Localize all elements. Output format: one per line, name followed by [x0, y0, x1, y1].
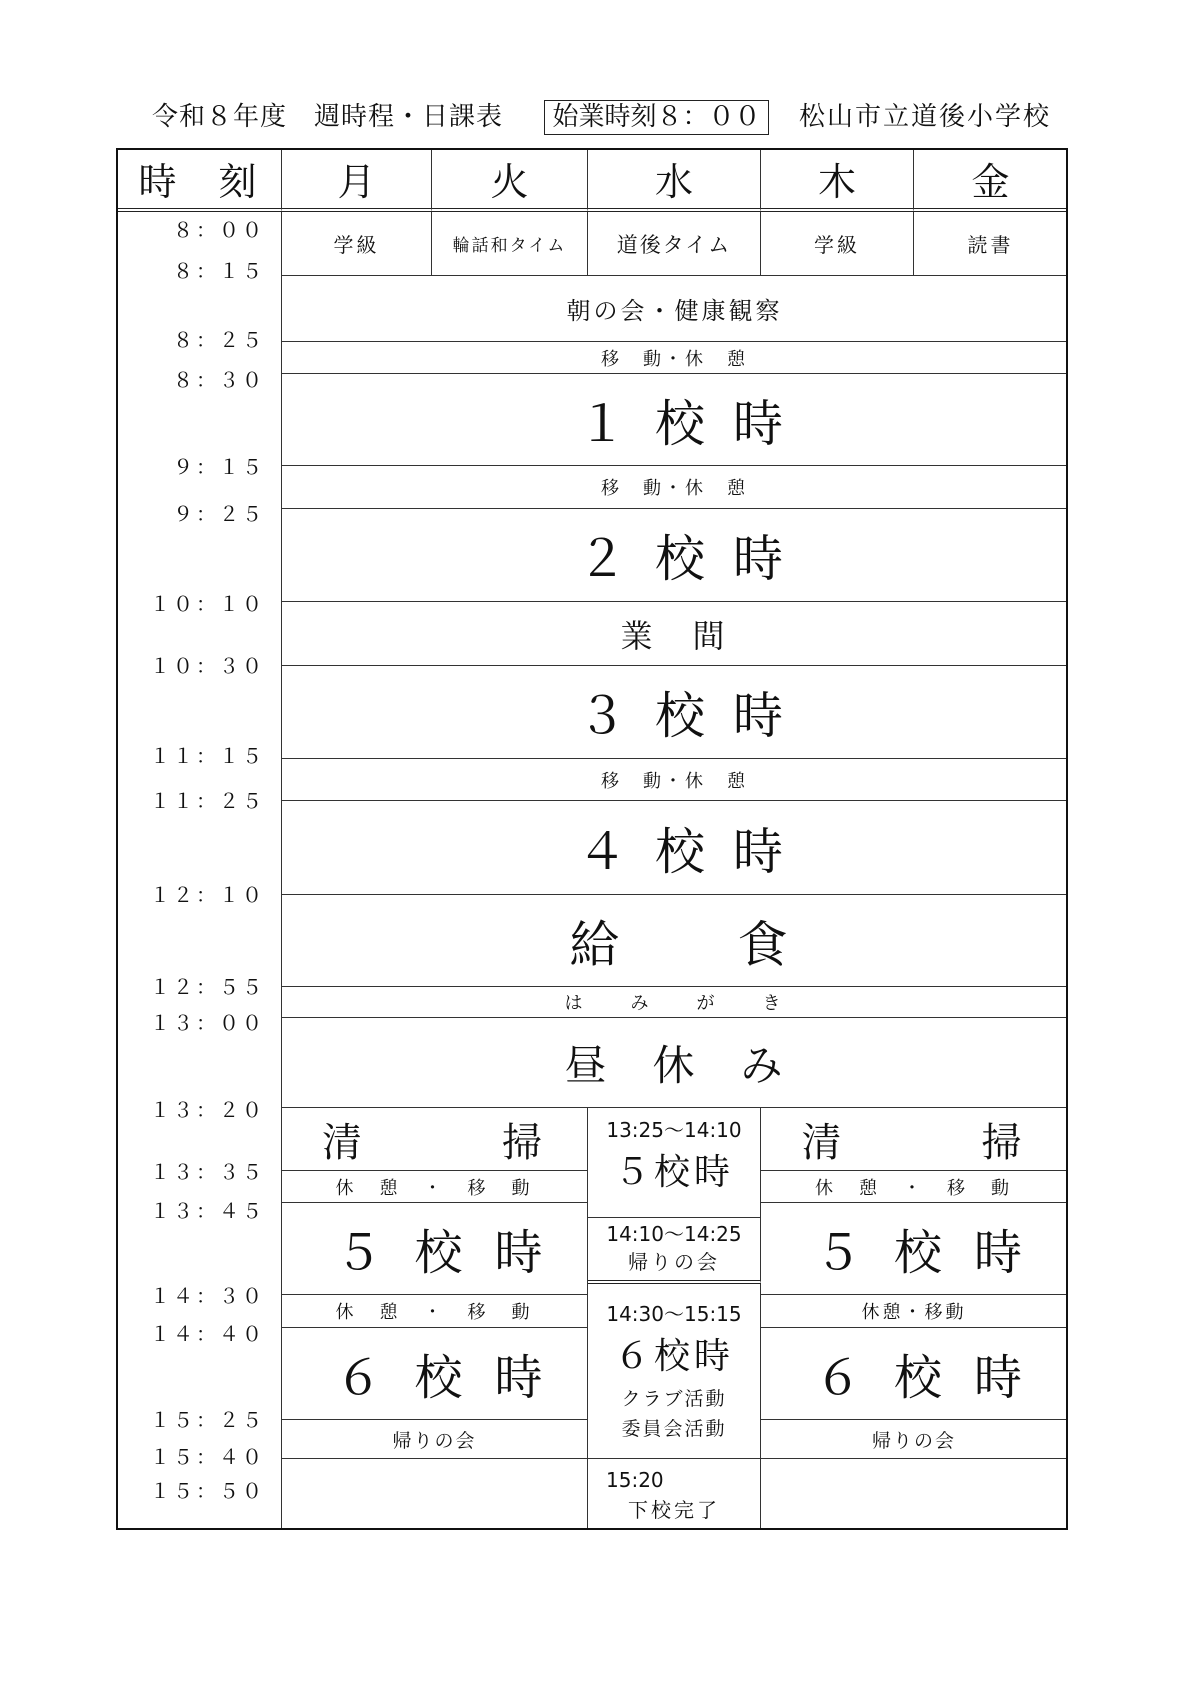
time-label: １２：１０: [150, 883, 265, 907]
time-label: ８：２５: [173, 328, 265, 352]
time-label: １３：３５: [150, 1160, 265, 1184]
morning-activity-friday: 読書: [914, 212, 1068, 276]
mon-tue-homeroom: 帰りの会: [282, 1420, 588, 1459]
wed-period-6: [588, 1284, 761, 1459]
time-label: １３：００: [150, 1011, 265, 1035]
wed-homeroom-time: 14:10〜14:25: [606, 1222, 742, 1246]
time-label: １０：１０: [150, 592, 265, 616]
thu-fri-cleaning: 清 掃: [761, 1108, 1068, 1171]
time-label: １５：４０: [150, 1445, 265, 1469]
wed-period-5-label: ５校時: [613, 1152, 734, 1193]
wed-period-5: [588, 1108, 761, 1218]
wed-dismissal-time: 15:20: [606, 1468, 664, 1492]
wed-period-6-time: 14:30〜15:15: [606, 1302, 742, 1326]
wed-homeroom: [588, 1218, 761, 1284]
weekly-schedule-table: [116, 148, 1068, 1530]
wed-committee-activity: 委員会活動: [621, 1418, 727, 1440]
row-move-break: 移 動・休 憩: [282, 759, 1068, 801]
mon-tue-break: 休 憩 ・ 移 動: [282, 1171, 588, 1203]
time-label: ８：００: [173, 218, 265, 242]
row-period-2: ２ 校 時: [282, 509, 1068, 602]
wed-dismissal-label: 下校完了: [628, 1498, 720, 1522]
time-label: １４：４０: [150, 1322, 265, 1346]
day-header-friday: 金: [914, 148, 1068, 212]
thu-fri-break: 休 憩 ・ 移 動: [761, 1171, 1068, 1203]
row-period-4: ４ 校 時: [282, 801, 1068, 895]
time-label: １３：２０: [150, 1098, 265, 1122]
time-label: １４：３０: [150, 1284, 265, 1308]
wed-period-6-label: ６校時: [613, 1336, 734, 1377]
row-morning-assembly: 朝の会・健康観察: [282, 276, 1068, 342]
day-header-wednesday: 水: [588, 148, 761, 212]
day-header-thursday: 木: [761, 148, 914, 212]
time-column-header-label: 時 刻: [138, 159, 259, 204]
time-label: ８：３０: [173, 368, 265, 392]
thu-fri-period-6: ６ 校 時: [761, 1328, 1068, 1420]
wed-dismissal: [588, 1459, 761, 1530]
row-move-break: 移 動・休 憩: [282, 466, 1068, 509]
row-lunch: 給 食: [282, 895, 1068, 987]
mon-tue-cleaning: 清 掃: [282, 1108, 588, 1171]
row-period-3: ３ 校 時: [282, 666, 1068, 759]
time-label: ８：１５: [173, 259, 265, 283]
row-recess: 業 間: [282, 602, 1068, 666]
mon-tue-empty-cell: [282, 1459, 588, 1530]
mon-tue-break: 休 憩 ・ 移 動: [282, 1295, 588, 1328]
thu-fri-empty-cell: [761, 1459, 1068, 1530]
time-column: [116, 212, 282, 1530]
morning-activity-thursday: 学級: [761, 212, 914, 276]
mon-tue-period-5: ５ 校 時: [282, 1203, 588, 1295]
row-noon-break: 昼 休 み: [282, 1018, 1068, 1108]
time-label: １２：５５: [150, 975, 265, 999]
wed-homeroom-label: 帰りの会: [628, 1250, 720, 1274]
time-column-header: [116, 148, 282, 212]
start-time-box: 始業時刻８：００: [544, 100, 769, 135]
time-label: １１：１５: [150, 744, 265, 768]
day-header-tuesday: 火: [432, 148, 588, 212]
time-label: ９：２５: [173, 502, 265, 526]
wed-club-activity: クラブ活動: [621, 1388, 727, 1410]
wed-period-5-time: 13:25〜14:10: [606, 1118, 742, 1142]
time-label: １３：４５: [150, 1199, 265, 1223]
thu-fri-period-5: ５ 校 時: [761, 1203, 1068, 1295]
row-move-break: 移 動・休 憩: [282, 342, 1068, 374]
morning-activity-wednesday: 道後タイム: [588, 212, 761, 276]
mon-tue-period-6: ６ 校 時: [282, 1328, 588, 1420]
document-title: 令和８年度 週時程・日課表: [152, 102, 504, 132]
school-name: 松山市立道後小学校: [799, 102, 1052, 132]
row-period-1: １ 校 時: [282, 374, 1068, 466]
row-tooth-brushing: は み が き: [282, 987, 1068, 1018]
thu-fri-homeroom: 帰りの会: [761, 1420, 1068, 1459]
time-label: １５：２５: [150, 1408, 265, 1432]
day-header-monday: 月: [282, 148, 432, 212]
morning-activity-monday: 学級: [282, 212, 432, 276]
time-label: １５：５０: [150, 1479, 265, 1503]
time-label: １１：２５: [150, 789, 265, 813]
time-label: ９：１５: [173, 455, 265, 479]
morning-activity-tuesday: 輪話和タイム: [432, 212, 588, 276]
time-label: １０：３０: [150, 654, 265, 678]
thu-fri-break: 休憩・移動: [761, 1295, 1068, 1328]
